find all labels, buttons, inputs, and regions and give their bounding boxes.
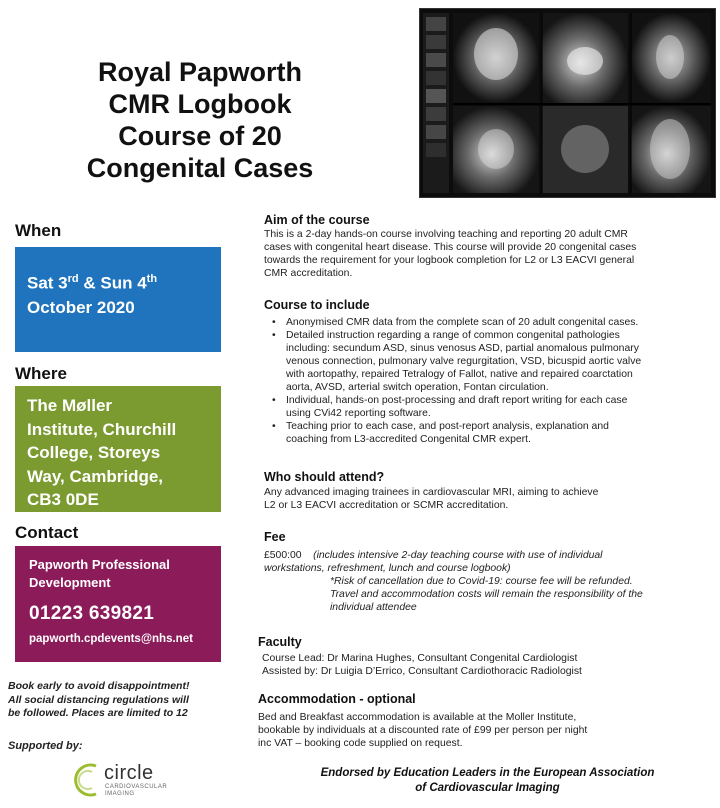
fee-heading: Fee — [264, 530, 286, 544]
contact-email[interactable]: papworth.cpdevents@nhs.net — [29, 633, 193, 645]
page-title — [60, 56, 340, 184]
supported-by-label: Supported by: — [8, 740, 83, 752]
booking-note-line: Book early to avoid disappointment! — [8, 680, 190, 692]
list-item: • Anonymised CMR data from the complete scan of 20 adult congenital cases. — [286, 316, 720, 329]
contact-org: Development — [29, 575, 111, 590]
venue-line: The Møller — [27, 396, 113, 415]
date-month: October 2020 — [27, 297, 135, 317]
date-line: Sat 3rd & Sun 4th — [27, 273, 158, 293]
venue-line: CB3 0DE — [27, 490, 99, 509]
logo-subtitle: CARDIOVASCULAR IMAGING — [105, 784, 168, 797]
venue-line: Way, Cambridge, — [27, 466, 164, 486]
circle-arc-icon — [70, 760, 104, 800]
logo-word: circle — [104, 762, 154, 784]
contact-heading: Contact — [15, 523, 79, 542]
contact-org: Papworth Professional — [29, 557, 170, 572]
title-line: CMR Logbook — [108, 89, 292, 119]
date-box — [15, 247, 221, 352]
include-heading: Course to include — [264, 298, 370, 312]
circle-logo — [70, 760, 210, 800]
booking-note-line: be followed. Places are limited to 12 — [8, 707, 188, 719]
attend-heading: Who should attend? — [264, 470, 385, 484]
cmr-viewer-image — [419, 8, 716, 198]
accommodation-text: Bed and Breakfast accommodation is available at the Moller Institute, bookable by individuals at a discounted rate of £99 per person per night inc VAT – booking code supplied on request. — [258, 712, 588, 749]
title-line: Course of 20 — [118, 121, 282, 151]
venue-box — [15, 386, 221, 512]
fee-amount: £500:00 — [264, 550, 302, 561]
aim-heading: Aim of the course — [264, 213, 370, 227]
title-line: Congenital Cases — [86, 153, 314, 183]
booking-note-line: All social distancing regulations will — [8, 693, 189, 706]
list-item: • Teaching prior to each case, and post-report analysis, explanation and coaching from L3-accredited Congenital CMR expert. — [286, 420, 720, 446]
venue-line: College, Storeys — [27, 443, 161, 462]
assisted-by: Assisted by: Dr Luigia D’Errico, Consultant Cardiothoracic Radiologist — [262, 666, 582, 677]
contact-phone: 01223 639821 — [29, 603, 155, 624]
venue-line: Institute, Churchill — [27, 419, 177, 439]
where-heading: Where — [15, 364, 67, 383]
aim-text: This is a 2-day hands-on course involving teaching and reporting 20 adult CMR cases with congenital heart disease. This course will provide 20 congenital cases towards the requirement for your logbook completion for L2 or L3 EACVI general CMR accreditation. — [264, 229, 637, 279]
when-heading: When — [15, 221, 62, 240]
faculty-text — [262, 652, 712, 678]
booking-note — [8, 680, 230, 721]
list-item: • Individual, hands-on post-processing and draft report writing for each case using CVi42 reporting software. — [286, 394, 720, 420]
attend-text: Any advanced imaging trainees in cardiovascular MRI, aiming to achieve L2 or L3 EACVI accreditation or SCMR accreditation. — [264, 487, 599, 511]
contact-box — [15, 546, 221, 662]
include-list — [264, 316, 720, 446]
faculty-heading: Faculty — [258, 635, 302, 649]
endorsement-note: Endorsed by Education Leaders in the European Association of Cardiovascular Imaging — [320, 767, 655, 794]
accommodation-heading: Accommodation - optional — [258, 692, 416, 706]
course-lead: Course Lead: Dr Marina Hughes, Consultant Congenital Cardiologist — [262, 653, 578, 664]
fee-text: £500:00 (includes intensive 2-day teaching course with use of individual workstations, refreshment, lunch and course logbook) *Risk of cancellation due to Covid-19: course fee will be refunded. Travel and accommodation costs will remain the responsibility of the individual attendee — [264, 550, 643, 613]
title-line: Royal Papworth — [97, 57, 303, 87]
list-item: • Detailed instruction regarding a range of common congenital pathologies including: secundum ASD, sinus venosus ASD, partial anomalous pulmonary venous connection, pulmonary valve regurgitation, VSD, bicuspid aortic valve with aortopathy, repaired Tetralogy of Fallot, native and repaired coarctation aorta, AVSD, arterial switch operation, Fontan circulation. — [286, 329, 720, 394]
